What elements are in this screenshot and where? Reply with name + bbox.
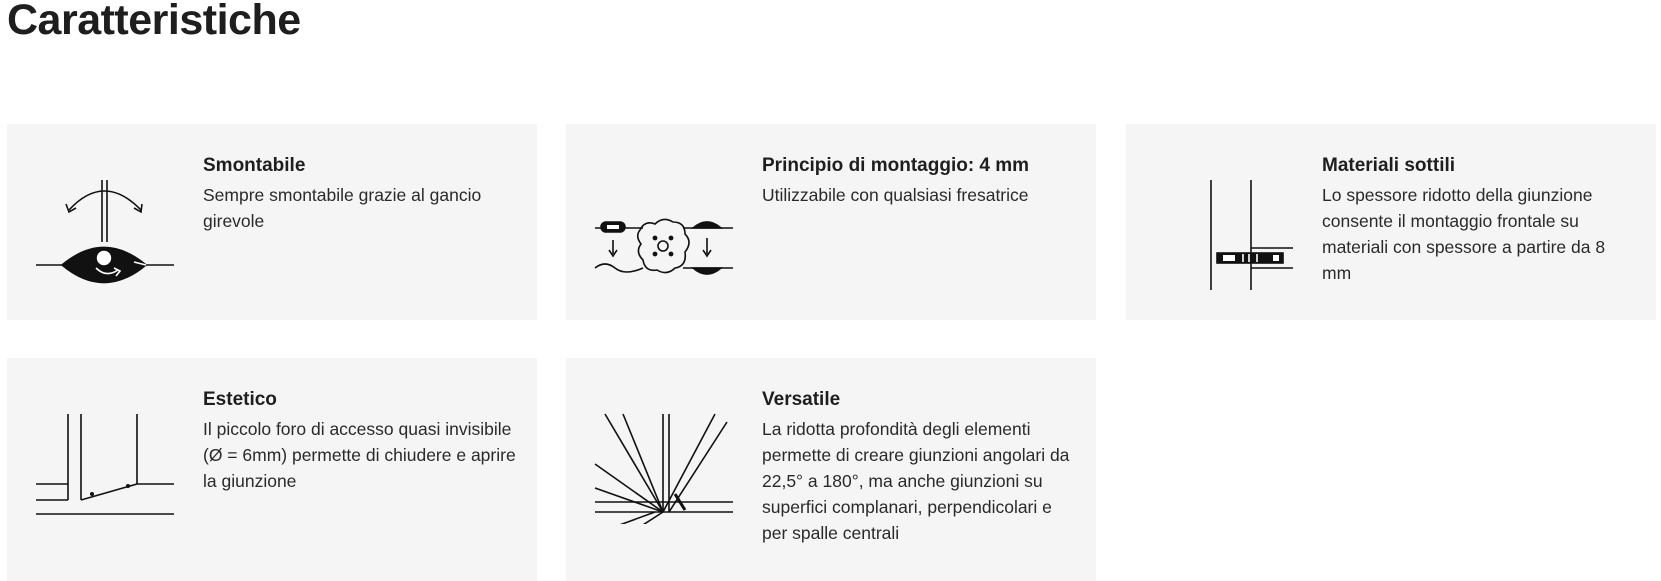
feature-title: Principio di montaggio: 4 mm bbox=[762, 155, 1030, 176]
feature-title: Materiali sottili bbox=[1322, 155, 1456, 176]
detachable-hook-icon bbox=[34, 150, 174, 290]
feature-card-materiali bbox=[1126, 124, 1656, 320]
thin-materials-icon bbox=[1153, 150, 1293, 290]
page-title: Caratteristiche bbox=[7, 0, 301, 44]
feature-card-estetico bbox=[7, 358, 537, 581]
feature-card-principio bbox=[566, 124, 1096, 320]
feature-title: Estetico bbox=[203, 389, 277, 410]
feature-description: Sempre smontabile grazie al gancio girevole bbox=[203, 185, 482, 231]
mounting-principle-icon bbox=[593, 150, 733, 290]
feature-card-versatile bbox=[566, 358, 1096, 581]
feature-description: Lo spessore ridotto della giunzione consente il montaggio frontale su materiali con spessore a partire da 8 mm bbox=[1322, 185, 1606, 283]
feature-description: Utilizzabile con qualsiasi fresatrice bbox=[762, 185, 1029, 205]
feature-title: Smontabile bbox=[203, 155, 306, 176]
feature-card-smontabile bbox=[7, 124, 537, 320]
feature-title: Versatile bbox=[762, 389, 841, 410]
versatile-angles-icon bbox=[593, 384, 733, 524]
feature-description: La ridotta profondità degli elementi permette di creare giunzioni angolari da 22,5° a 180°, ma anche giunzioni su superfici complanari, perpendicolari e per spalle centrali bbox=[762, 419, 1070, 543]
aesthetic-hole-icon bbox=[34, 384, 174, 524]
feature-description: Il piccolo foro di accesso quasi invisibile (Ø = 6mm) permette di chiudere e aprire la giunzione bbox=[203, 419, 516, 491]
